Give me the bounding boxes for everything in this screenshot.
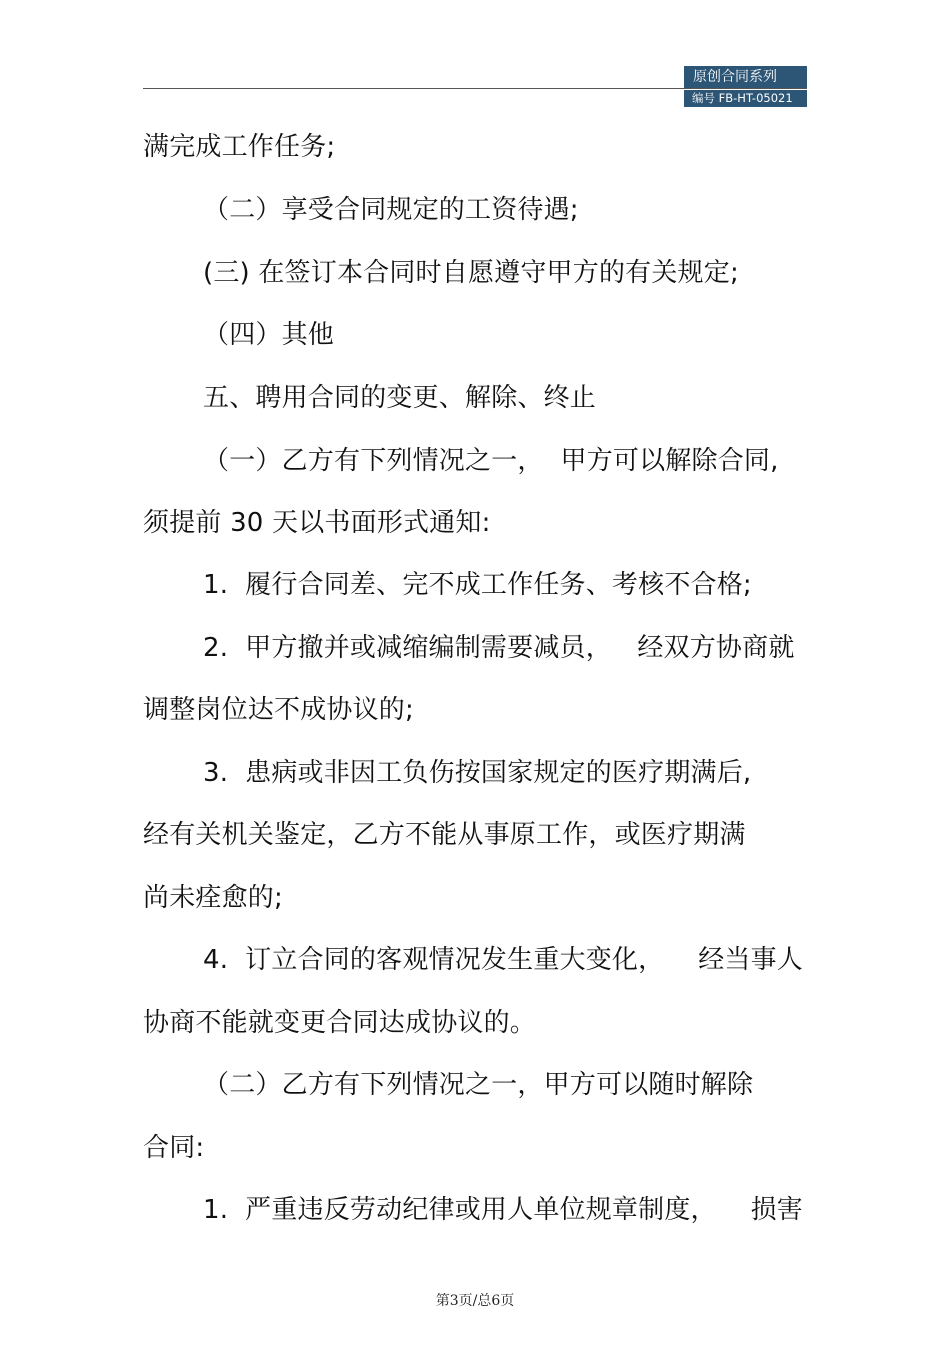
body-line-17: 合同: (143, 1133, 205, 1163)
series-badge: 原创合同系列 (684, 66, 807, 88)
body-line-2: （二）享受合同规定的工资待遇; (203, 195, 579, 225)
document-code-badge: 编号 FB-HT-05021 (684, 90, 807, 107)
header-rule (143, 88, 807, 89)
body-line-7: 须提前 30 天以书面形式通知: (143, 508, 491, 538)
body-line-16: （二）乙方有下列情况之一，甲方可以随时解除 (203, 1070, 754, 1100)
page-number: 第3页/总6页 (435, 1293, 515, 1309)
body-line-8: 1. 履行合同差、完不成工作任务、考核不合格; (203, 570, 752, 600)
body-line-3: (三) 在签订本合同时自愿遵守甲方的有关规定; (203, 258, 739, 288)
body-line-12: 经有关机关鉴定，乙方不能从事原工作，或医疗期满 (143, 820, 746, 850)
body-line-13: 尚未痊愈的; (143, 883, 283, 913)
body-line-1: 满完成工作任务; (143, 132, 336, 162)
section-heading: 五、聘用合同的变更、解除、终止 (203, 383, 597, 413)
body-line-18: 1. 严重违反劳动纪律或用人单位规章制度， 损害 (203, 1195, 803, 1225)
body-line-14: 4. 订立合同的客观情况发生重大变化， 经当事人 (203, 945, 803, 975)
body-line-15: 协商不能就变更合同达成协议的。 (143, 1008, 537, 1038)
body-line-4: （四）其他 (203, 320, 335, 350)
body-line-9: 2. 甲方撤并或减缩编制需要减员， 经双方协商就 (203, 633, 795, 663)
body-line-11: 3. 患病或非因工负伤按国家规定的医疗期满后, (203, 758, 752, 788)
body-line-10: 调整岗位达不成协议的; (143, 695, 414, 725)
body-line-6: （一）乙方有下列情况之一， 甲方可以解除合同, (203, 446, 779, 476)
